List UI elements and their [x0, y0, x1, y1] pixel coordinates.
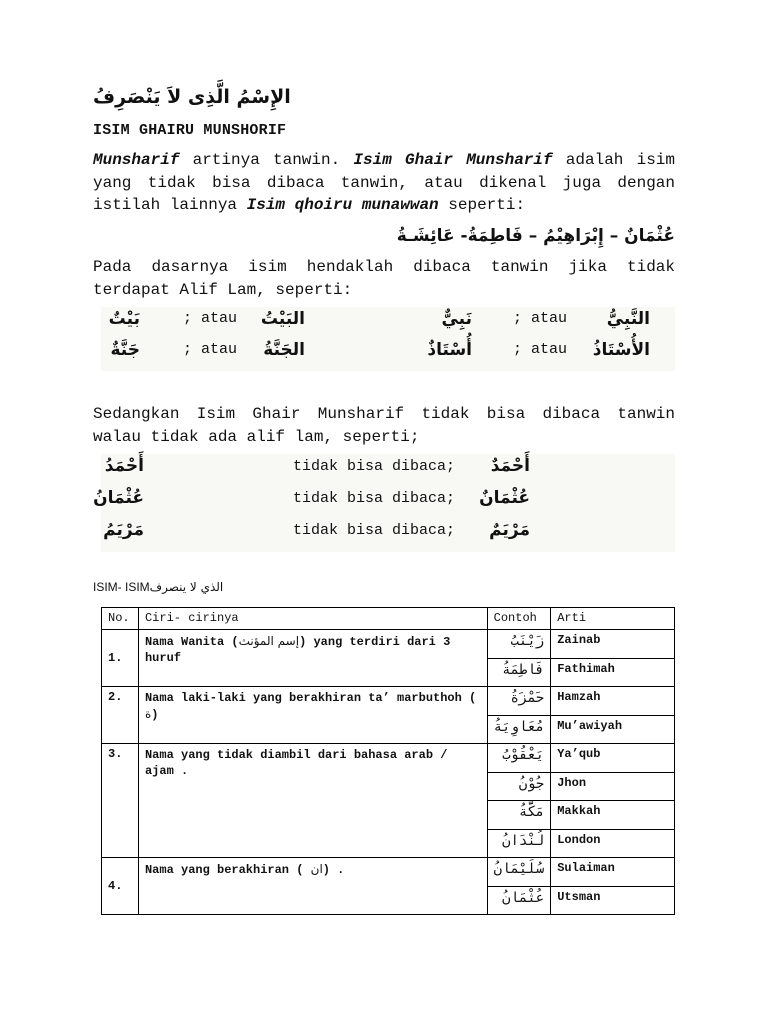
ghair-label: tidak bisa dibaca;	[293, 490, 456, 507]
arti-cell: Zainab	[551, 630, 675, 659]
arti-cell: Fathimah	[551, 658, 675, 687]
arti-cell: Utsman	[551, 886, 675, 915]
caption-arabic: الذي لا ينصرف	[149, 580, 224, 594]
tanwin-word: نَبِيٌّ	[441, 309, 472, 329]
tanwin-word: جَنَّةٌ	[110, 340, 140, 360]
header-ciri: Ciri- cirinya	[138, 608, 487, 630]
arti-cell: Mu’awiyah	[551, 715, 675, 744]
arti-cell: London	[551, 829, 675, 858]
al-word: البَيْتُ	[260, 309, 305, 329]
row-ciri	[138, 744, 487, 858]
intro-text-3: seperti:	[438, 196, 526, 214]
table-row	[102, 687, 675, 716]
intro-text-1: artinya tanwin.	[179, 151, 354, 169]
ciri-arabic: ة	[144, 707, 152, 721]
ciri-text: Nama laki-laki yang berakhiran ta’ marbuthoh (	[144, 691, 477, 705]
ciri-table	[101, 607, 675, 915]
paragraph-tanwin: Pada dasarnya isim hendaklah dibaca tanwin jika tidak terdapat Alif Lam, seperti:	[93, 258, 675, 299]
table-row	[102, 744, 675, 773]
row-number: 3.	[102, 744, 139, 858]
row-ciri	[138, 687, 487, 744]
contoh-cell: حَمْزَةُ	[487, 687, 551, 716]
ciri-text: )	[151, 708, 159, 722]
contoh-cell: لُنْدَانُ	[487, 829, 551, 858]
caption-latin: ISIM- ISIM	[93, 580, 150, 594]
ciri-text: Nama Wanita (	[144, 635, 239, 649]
arti-cell: Makkah	[551, 801, 675, 830]
tanwin-separator: ; atau	[513, 341, 568, 358]
al-word: الأُسْتَاذُ	[592, 340, 650, 360]
intro-paragraph	[93, 149, 675, 217]
table-row	[102, 630, 675, 659]
tanwin-separator: ; atau	[183, 341, 238, 358]
table-header-row	[102, 608, 675, 630]
contoh-cell: عُثْمَانُ	[487, 886, 551, 915]
contoh-cell: فَاطِمَةُ	[487, 658, 551, 687]
contoh-cell: مُعَاوِيَةُ	[487, 715, 551, 744]
intro-text-2: adalah isim yang tidak bisa dibaca tanwin, atau dikenal juga dengan istilah lainnya	[93, 151, 675, 214]
ghair-label: tidak bisa dibaca;	[293, 458, 456, 475]
ciri-arabic: ان	[310, 862, 323, 876]
header-arti: Arti	[551, 608, 675, 630]
tanwin-separator: ; atau	[513, 310, 568, 327]
ghair-word: مَرْيَمُ	[103, 520, 144, 540]
al-word: الجَنَّةُ	[263, 340, 305, 360]
paragraph-ghair: Sedangkan Isim Ghair Munsharif tidak bisa dibaca tanwin walau tidak ada alif lam, seperti;	[93, 405, 675, 446]
arti-cell: Jhon	[551, 772, 675, 801]
arti-cell: Sulaiman	[551, 858, 675, 887]
ciri-text: ) .	[322, 863, 345, 877]
tanwin-word: بَيْتٌ	[108, 309, 140, 329]
ciri-text: ) yang terdiri dari 3 huruf	[144, 635, 451, 665]
ciri-text: Nama yang tidak diambil dari bahasa arab / ajam .	[144, 748, 448, 778]
contoh-cell: زَيْنَبُ	[487, 630, 551, 659]
arti-cell: Hamzah	[551, 687, 675, 716]
term-munsharif: Munsharif	[93, 151, 180, 169]
header-contoh: Contoh	[487, 608, 551, 630]
term-isim-qhoiru-munawwan: Isim qhoiru munawwan	[246, 196, 439, 214]
ghair-wrong-word: أَحْمَدٌ	[490, 456, 530, 476]
ghair-wrong-word: عُثْمَانٌ	[479, 488, 530, 508]
ciri-arabic: إسم المؤنث	[238, 634, 300, 648]
term-isim-ghair-munsharif: Isim Ghair Munsharif	[353, 151, 553, 169]
arabic-examples: عُثْمَانٌ – إِبْرَاهِيْمُ – فَاطِمَةُ- عَائِشَـةُ	[396, 226, 675, 246]
row-ciri	[138, 858, 487, 915]
ghair-word: أَحْمَدُ	[104, 456, 144, 476]
row-number: 2.	[102, 687, 139, 744]
ghair-label: tidak bisa dibaca;	[293, 522, 456, 539]
tanwin-separator: ; atau	[183, 310, 238, 327]
contoh-cell: جُوْنُ	[487, 772, 551, 801]
ciri-text: Nama yang berakhiran (	[144, 863, 311, 877]
al-word: النَّبِيُّ	[606, 309, 650, 329]
ghair-word: عُثْمَانُ	[93, 488, 144, 508]
row-ciri	[138, 630, 487, 687]
table-caption	[93, 580, 223, 594]
row-number: 4.	[102, 858, 139, 915]
arti-cell: Ya’qub	[551, 744, 675, 773]
contoh-cell: مَكَّةُ	[487, 801, 551, 830]
arabic-title: الإِسْمُ الَّذِى لاَ يَنْصَرِفُ	[93, 86, 291, 108]
table-row	[102, 858, 675, 887]
row-number: 1.	[102, 630, 139, 687]
contoh-cell: يَعْقُوْبُ	[487, 744, 551, 773]
header-no: No.	[102, 608, 139, 630]
tanwin-word: أُسْتَاذٌ	[427, 340, 472, 360]
section-heading: ISIM GHAIRU MUNSHORIF	[93, 122, 287, 139]
ghair-wrong-word: مَرْيَمٌ	[489, 520, 530, 540]
contoh-cell: سُلَيْمَانُ	[487, 858, 551, 887]
